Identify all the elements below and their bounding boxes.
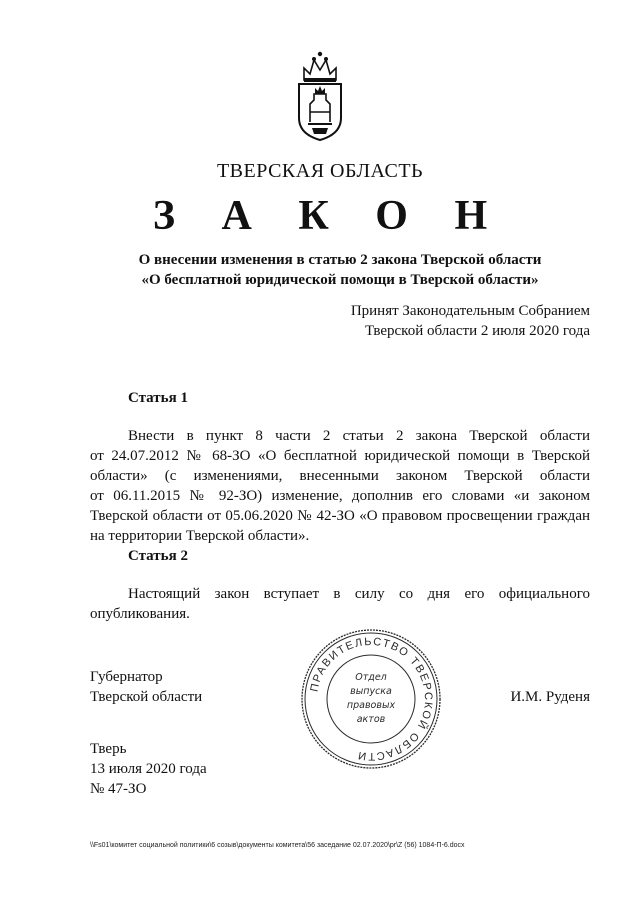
- article-1-line-5: Тверской области от 05.06.2020 № 42-ЗО «О правовом просвещении граждан: [90, 508, 590, 524]
- signatory-position-line-2: Тверской области: [90, 689, 203, 705]
- article-1-line-3: области» (с изменениями, внесенными законом Тверской области: [90, 468, 590, 484]
- article-2-line-2: опубликования.: [90, 606, 190, 622]
- article-2-text: [90, 584, 590, 624]
- adoption-note-line-1: Принят Законодательным Собранием: [350, 303, 590, 319]
- place-date-number: [90, 739, 207, 799]
- stamp-center-line-4: актов: [356, 714, 386, 725]
- article-2-heading: Статья 2: [128, 548, 188, 564]
- article-1-heading: Статья 1: [128, 390, 188, 406]
- article-2-line-1: Настоящий закон вступает в силу со дня его официального: [128, 586, 590, 602]
- region-title: ТВЕРСКАЯ ОБЛАСТЬ: [216, 160, 424, 182]
- article-1-line-2: от 24.07.2012 № 68-ЗО «О бесплатной юридической помощи в Тверской: [90, 448, 590, 464]
- signatory-position-line-1: Губернатор: [90, 669, 163, 685]
- law-subject-line-2: «О бесплатной юридической помощи в Тверской области»: [141, 272, 539, 288]
- law-number: № 47-ЗО: [90, 781, 147, 797]
- stamp-center-line-3: правовых: [346, 700, 396, 711]
- signatory-position: [90, 667, 202, 707]
- article-1-line-6: на территории Тверской области».: [90, 528, 310, 544]
- stamp-center-line-2: выпуска: [350, 686, 392, 697]
- law-subject-line-1: О внесении изменения в статью 2 закона Тверской области: [138, 252, 542, 268]
- date: 13 июля 2020 года: [90, 761, 207, 777]
- adoption-note: [300, 301, 590, 341]
- article-1-text: [90, 426, 590, 546]
- law-subject: [90, 250, 590, 290]
- stamp-ring-text: ПРАВИТЕЛЬСТВО ТВЕРСКОЙ ОБЛАСТИ: [308, 635, 435, 763]
- signatory-name: И.М. Руденя: [510, 689, 590, 705]
- article-1-line-1: Внести в пункт 8 части 2 статьи 2 закона Тверской области: [128, 428, 590, 444]
- city: Тверь: [90, 741, 127, 757]
- adoption-note-line-2: Тверской области 2 июля 2020 года: [364, 323, 590, 339]
- article-1-line-4: от 06.11.2015 № 92-ЗО) изменение, дополнив его словами «и законом: [90, 488, 590, 504]
- official-stamp: [300, 628, 442, 770]
- file-path-footer: \\Fs01\комитет социальной политики\6 созыв\документы комитета\56 заседание 02.07.2020\pr\Z (56) 1084-П-6.docx: [90, 842, 465, 849]
- tver-coat-of-arms-icon: [296, 50, 344, 142]
- stamp-center-line-1: Отдел: [355, 672, 387, 683]
- document-type-title: З А К О Н: [152, 193, 506, 239]
